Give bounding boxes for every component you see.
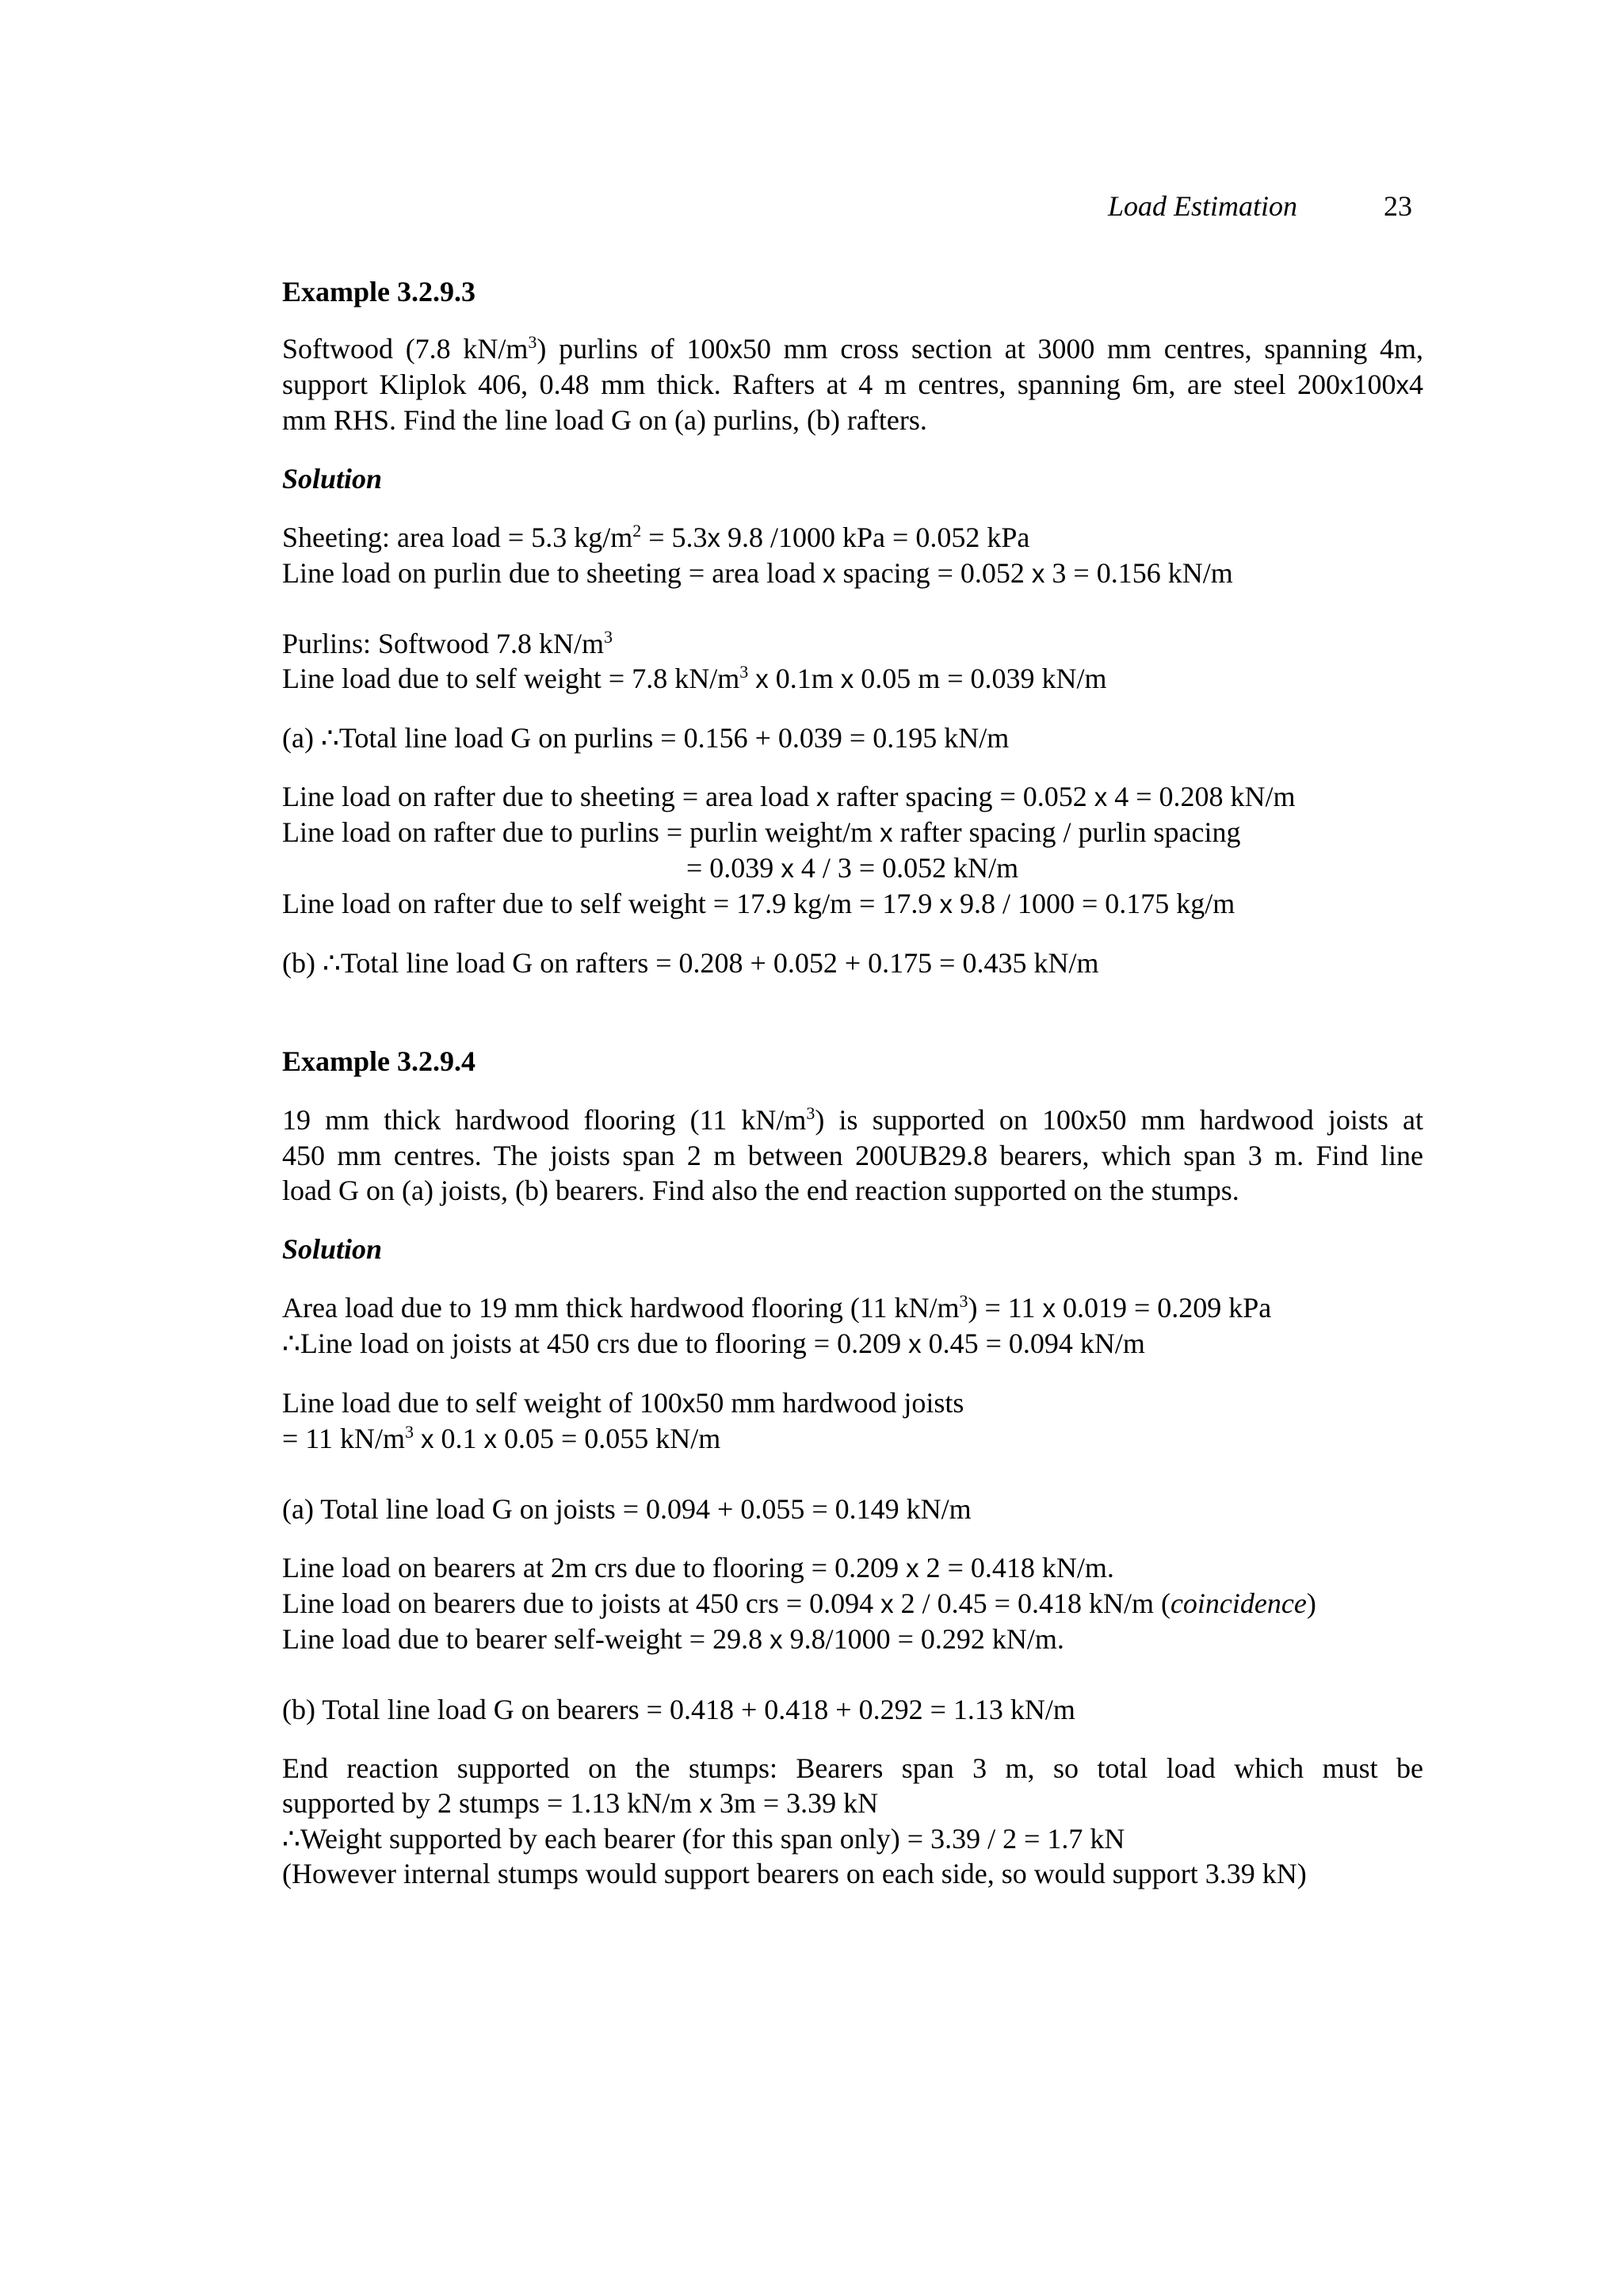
example-heading: Example 3.2.9.4 <box>282 1045 476 1077</box>
problem-statement-line: Softwood (7.8 $kN/m^3$) purlins of 100x50 mm cross section at 3000 mm centres, spanning 4m, <box>282 332 1424 365</box>
page-number: 23 <box>1384 190 1412 222</box>
calc-line: Line load due to bearer self-weight = 29.8 x 9.8/1000 = 0.292 kN/m. <box>282 1623 1064 1655</box>
result-line: (b) ∴Total line load G on rafters = 0.208 + 0.052 + 0.175 = 0.435 kN/m <box>282 947 1099 979</box>
calc-line: Area load due to 19 mm thick hardwood flooring (11 $kN/m^3) = 11$ x 0.019 = 0.209 kPa <box>282 1291 1272 1324</box>
example-heading: Example 3.2.9.3 <box>282 276 476 308</box>
page-body <box>282 274 1423 1891</box>
calc-line: = 0.039 x 4 / 3 = 0.052 kN/m <box>686 852 1019 884</box>
calc-line: Line load due to self weight = 7.8 $kN/m^3$ x 0.1m x 0.05 m = 0.039 kN/m <box>282 662 1107 694</box>
calc-line: Sheeting: area load = 5.3 $kg/m^2 = 5.3x$ 9.8 /1000 kPa = 0.052 kPa <box>282 521 1030 553</box>
calc-line: Line load on rafter due to self weight = 17.9 kg/m = 17.9 x 9.8 / 1000 = 0.175 kg/m <box>282 888 1235 919</box>
result-line: (a) ∴Total line load G on purlins = 0.156 + 0.039 = 0.195 kN/m <box>282 722 1010 754</box>
problem-statement-line: mm RHS. Find the line load G on (a) purlins, (b) rafters. <box>282 404 927 436</box>
calc-line: Line load on rafter due to purlins = purlin weight/m x rafter spacing / purlin spacing <box>282 816 1241 848</box>
running-title: Load Estimation <box>1108 190 1298 222</box>
problem-statement-line: 450 mm centres. The joists span 2 m between 200UB29.8 bearers, which span 3 m. Find line <box>282 1140 1423 1171</box>
calc-line: = 11 $kN/m^3$ x 0.1 x 0.05 = 0.055 kN/m <box>282 1422 721 1454</box>
calc-line: Line load on bearers due to joists at 450 crs = 0.094 x 2 / 0.45 = 0.418 kN/m (coincidence) <box>282 1587 1316 1619</box>
calc-line: Line load on bearers at 2m crs due to flooring = 0.209 x 2 = 0.418 kN/m. <box>282 1552 1114 1584</box>
result-line: (a) Total line load G on joists = 0.094 + 0.055 = 0.149 kN/m <box>282 1493 972 1525</box>
reaction-line: ∴Weight supported by each bearer (for this span only) = 3.39 / 2 = 1.7 kN <box>282 1823 1125 1855</box>
reaction-line: End reaction supported on the stumps: Bearers span 3 m, so total load which must be <box>282 1752 1423 1784</box>
result-line: (b) Total line load G on bearers = 0.418 + 0.418 + 0.292 = 1.13 kN/m <box>282 1694 1075 1725</box>
problem-statement-line: support Kliplok 406, 0.48 mm thick. Rafters at 4 m centres, spanning 6m, are steel 200x100x4 <box>282 369 1423 400</box>
solution-heading: Solution <box>282 1233 383 1265</box>
calc-line: Line load due to self weight of 100x50 mm hardwood joists <box>282 1387 964 1419</box>
problem-statement-line: load G on (a) joists, (b) bearers. Find also the end reaction supported on the stumps. <box>282 1175 1239 1206</box>
reaction-line: (However internal stumps would support bearers on each side, so would support 3.39 kN) <box>282 1858 1307 1889</box>
problem-statement-line: 19 mm thick hardwood flooring (11 $kN/m^3$) is supported on 100x50 mm hardwood joists at <box>282 1103 1423 1136</box>
calc-line: Line load on rafter due to sheeting = area load x rafter spacing = 0.052 x 4 = 0.208 kN/m <box>282 781 1296 812</box>
calc-line: ∴Line load on joists at 450 crs due to flooring = 0.209 x 0.45 = 0.094 kN/m <box>282 1328 1145 1359</box>
solution-heading: Solution <box>282 463 383 495</box>
calc-line: Line load on purlin due to sheeting = area load x spacing = 0.052 x 3 = 0.156 kN/m <box>282 557 1233 589</box>
calc-line: Purlins: Softwood 7.8 $kN/m^3$ <box>282 627 613 659</box>
reaction-line: supported by 2 stumps = 1.13 kN/m x 3m = 3.39 kN <box>282 1787 879 1819</box>
